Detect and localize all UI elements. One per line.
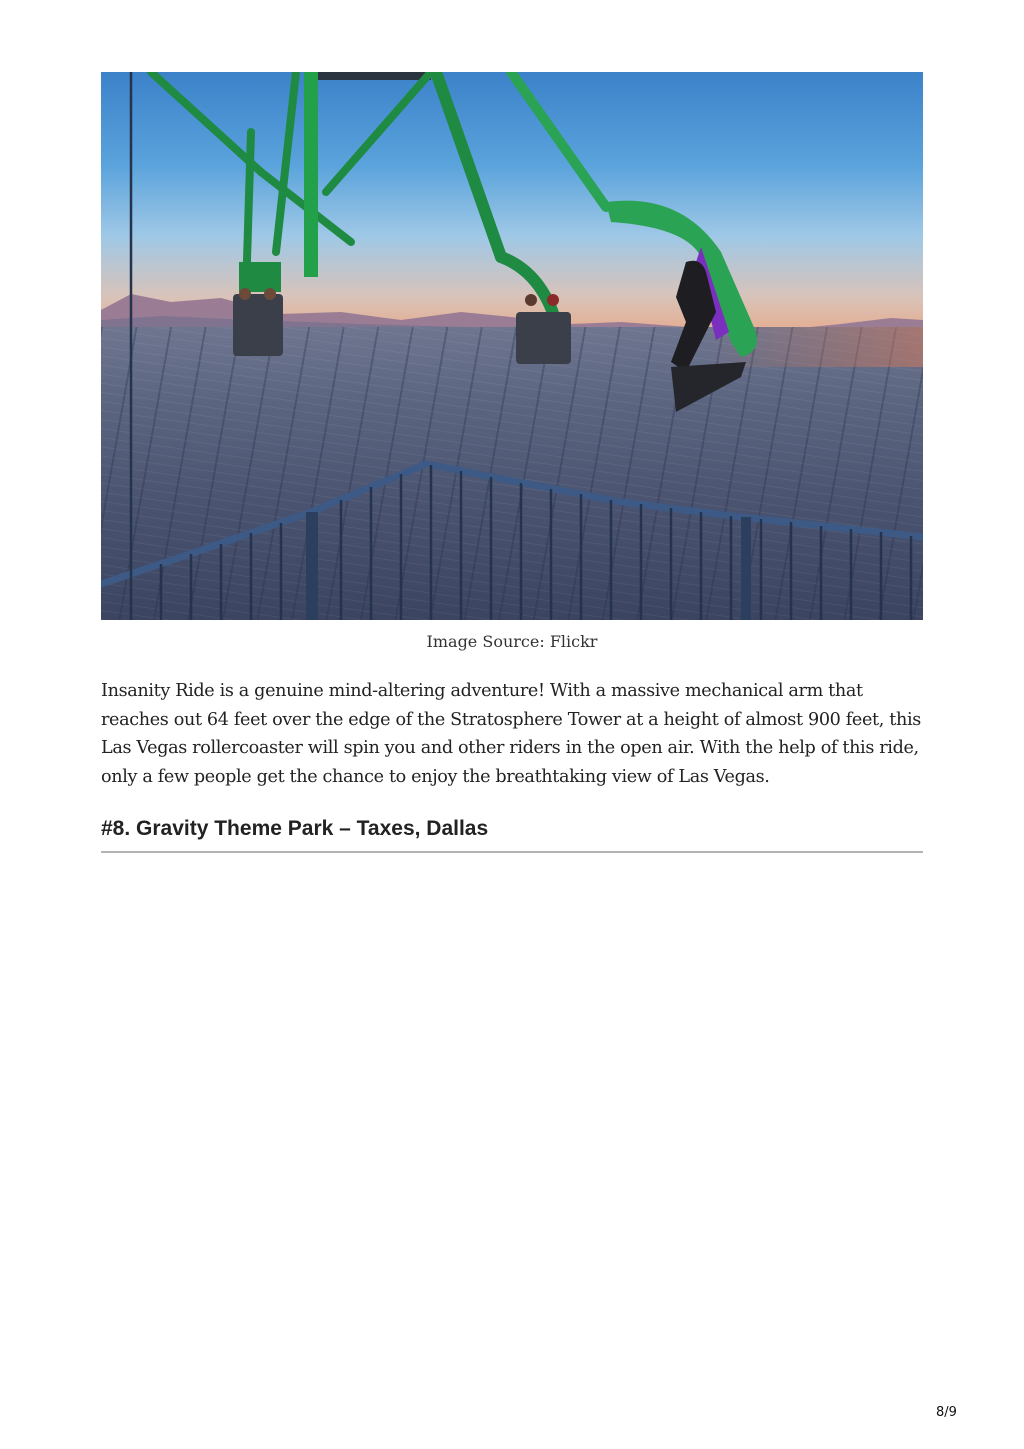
article-paragraph: Insanity Ride is a genuine mind-altering adventure! With a massive mechanical arm that reaches out 64 feet over the edge of the Stratosphere Tower at a height of almost 900 feet, this Las Vegas rollercoaster will spin you and other riders in the open air. With the help of this ride, only a few people get the chance to enjoy the breathtaking view of Las Vegas. xyxy=(101,681,921,788)
insanity-ride-photo xyxy=(101,72,923,620)
article-figure xyxy=(101,72,923,620)
figure-caption: Image Source: Flickr xyxy=(426,632,598,651)
section-heading: #8. Gravity Theme Park – Taxes, Dallas xyxy=(101,817,489,840)
photo-structures xyxy=(101,72,923,620)
page-number: 8/9 xyxy=(936,1405,957,1420)
heading-divider xyxy=(101,851,923,853)
